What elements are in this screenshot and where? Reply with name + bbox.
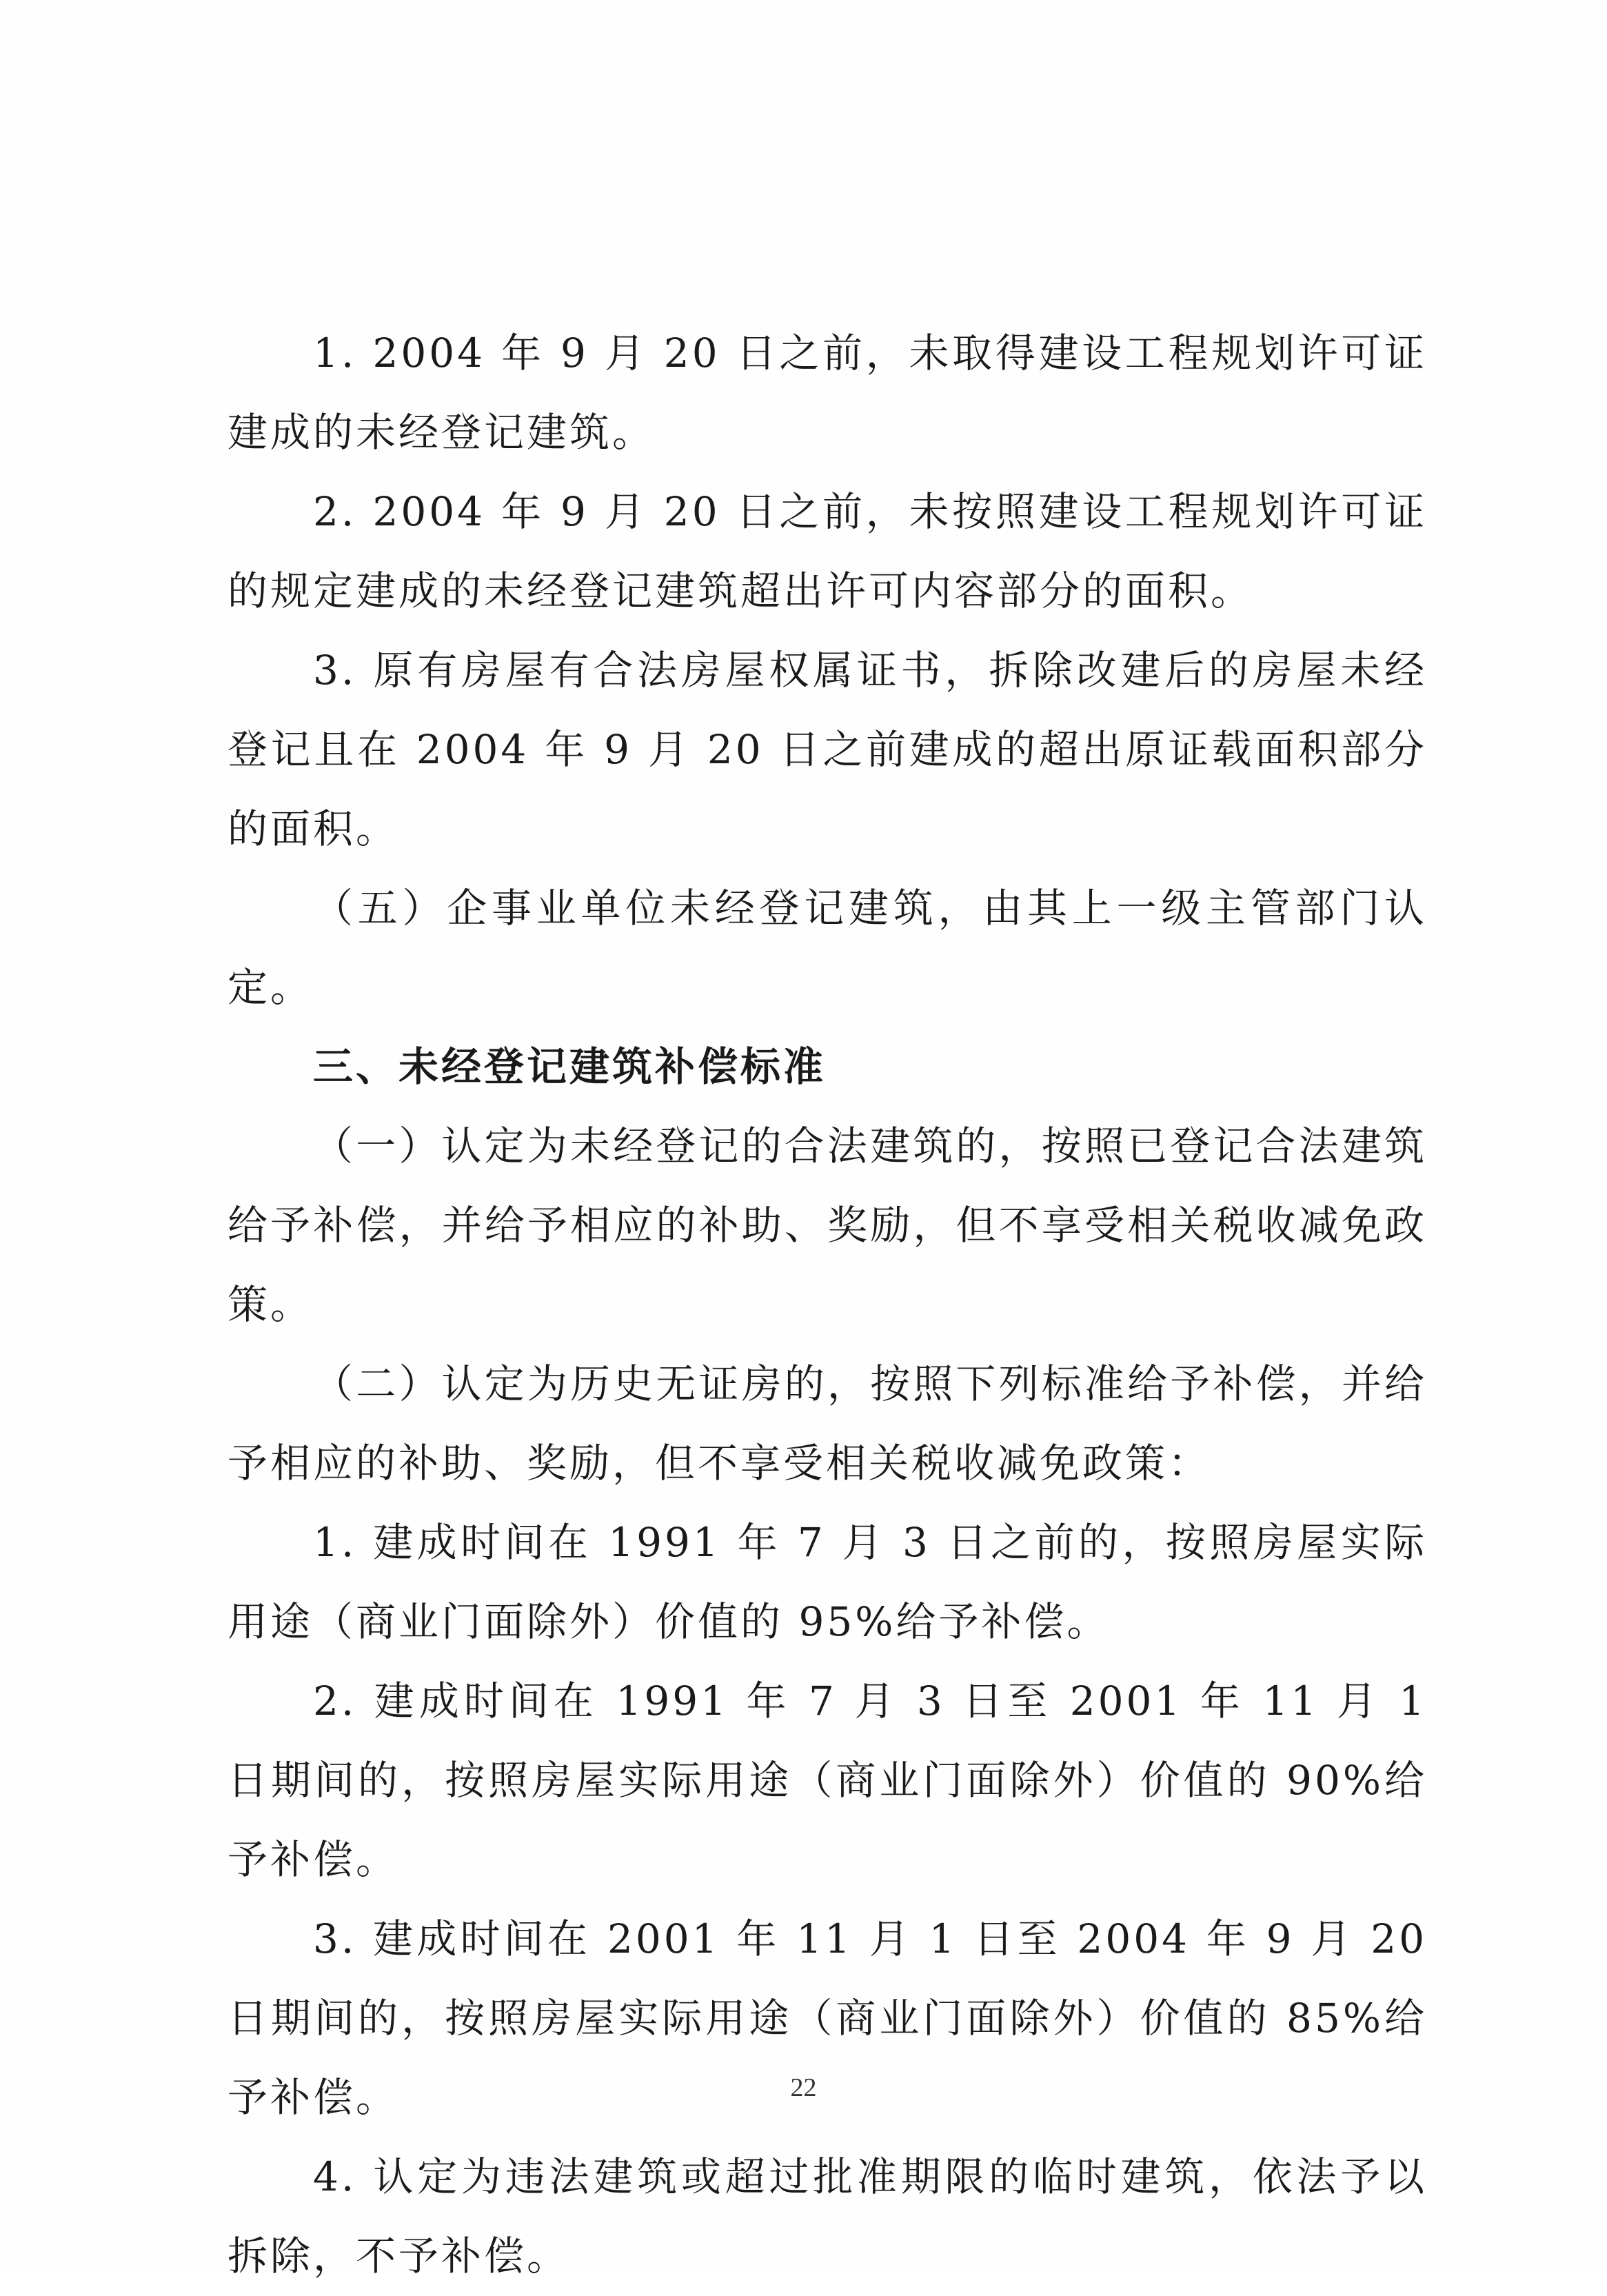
document-body (228, 314, 1427, 2296)
paragraph-sub-2: （二）认定为历史无证房的，按照下列标准给予补偿，并给予相应的补助、奖励，但不享受相关税收减免政策： (228, 1360, 1427, 1487)
paragraph-standard-4: 4. 认定为违法建筑或超过批准期限的临时建筑，依法予以拆除，不予补偿。 (228, 2153, 1427, 2279)
paragraph-item-5: （五）企事业单位未经登记建筑，由其上一级主管部门认定。 (228, 885, 1427, 1011)
paragraph-sub-1: （一）认定为未经登记的合法建筑的，按照已登记合法建筑给予补偿，并给予相应的补助、奖励，但不享受相关税收减免政策。 (228, 1122, 1427, 1328)
page-number: 22 (790, 2073, 817, 2102)
paragraph-item-1: 1. 2004 年 9 月 20 日之前，未取得建设工程规划许可证建成的未经登记建筑。 (228, 330, 1427, 456)
paragraph-item-3: 3. 原有房屋有合法房屋权属证书，拆除改建后的房屋未经登记且在 2004 年 9 月 20 日之前建成的超出原证载面积部分的面积。 (228, 647, 1427, 852)
paragraph-standard-1: 1. 建成时间在 1991 年 7 月 3 日之前的，按照房屋实际用途（商业门面除外）价值的 95%给予补偿。 (228, 1519, 1427, 1645)
paragraph-item-2: 2. 2004 年 9 月 20 日之前，未按照建设工程规划许可证的规定建成的未经登记建筑超出许可内容部分的面积。 (228, 488, 1427, 614)
paragraph-standard-3: 3. 建成时间在 2001 年 11 月 1 日至 2004 年 9 月 20 日期间的，按照房屋实际用途（商业门面除外）价值的 85%给予补偿。 (228, 1915, 1427, 2121)
paragraph-standard-2: 2. 建成时间在 1991 年 7 月 3 日至 2001 年 11 月 1 日期间的，按照房屋实际用途（商业门面除外）价值的 90%给予补偿。 (228, 1678, 1427, 1883)
section-heading: 三、未经登记建筑补偿标准 (313, 1043, 827, 1090)
